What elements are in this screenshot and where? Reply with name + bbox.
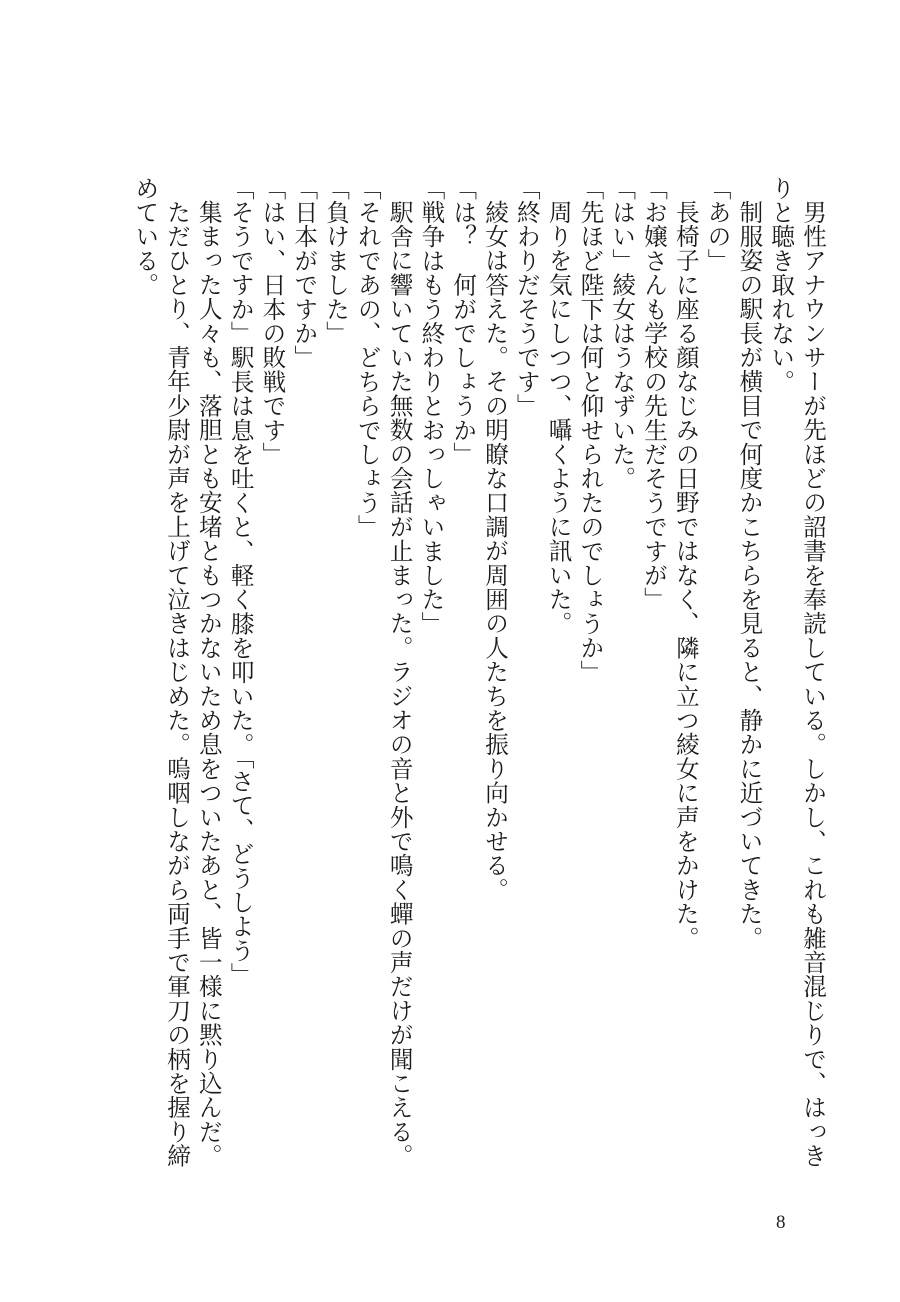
page-number: 8 — [776, 1212, 786, 1233]
paragraph: 長椅子に座る顔なじみの日野ではなく、隣に立つ綾女に声をかけた。 — [671, 199, 700, 950]
dialogue-line: 「終わりだそうです」 — [512, 176, 541, 418]
dialogue-line: 「負けました」 — [322, 176, 351, 346]
dialogue-line: 「はい」綾女はうなずいた。 — [608, 176, 637, 491]
dialogue-line: 「あの」 — [703, 176, 732, 273]
paragraph: ただひとり、青年少尉が声を上げて泣きはじめた。嗚咽しながら両手で軍刀の柄を握り締めている。 — [131, 176, 192, 1168]
dialogue-line: 「お嬢さんも学校の先生だそうですが」 — [640, 176, 669, 612]
dialogue-line: 「そうですか」駅長は息を吐くと、軽く膝を叩いた。「さて、どうしよう」 — [226, 176, 255, 987]
paragraph: 制服姿の駅長が横目で何度かこちらを見ると、静かに近づいてきた。 — [735, 199, 764, 950]
paragraph: 集まった人々も、落胆とも安堵ともつかないため息をついたあと、皆一様に黙り込んだ。 — [194, 199, 223, 1168]
paragraph: 駅舎に響いていた無数の会話が止まった。ラジオの音と外で鳴く蟬の声だけが聞こえる。 — [385, 199, 414, 1168]
paragraph: 綾女は答えた。その明瞭な口調が周囲の人たちを振り向かせる。 — [481, 199, 510, 902]
paragraph: 周りを気にしつつ、囁くように訊いた。 — [544, 199, 573, 636]
dialogue-line: 「はい、日本の敗戦です」 — [258, 176, 287, 467]
paragraph: 男性アナウンサーが先ほどの詔書を奉読している。しかし、これも雑音混じりで、はっきりと聴き取れない。 — [767, 176, 827, 1168]
dialogue-line: 「先ほど陛下は何と仰せられたのでしょうか」 — [576, 176, 605, 685]
vertical-text-body — [108, 176, 828, 1176]
dialogue-line: 「は？ 何がでしょうか」 — [449, 176, 478, 467]
dialogue-line: 「日本がですか」 — [290, 176, 319, 370]
dialogue-line: 「それであの、どちらでしょう」 — [353, 176, 382, 539]
dialogue-line: 「戦争はもう終わりとおっしゃいました」 — [417, 176, 446, 636]
